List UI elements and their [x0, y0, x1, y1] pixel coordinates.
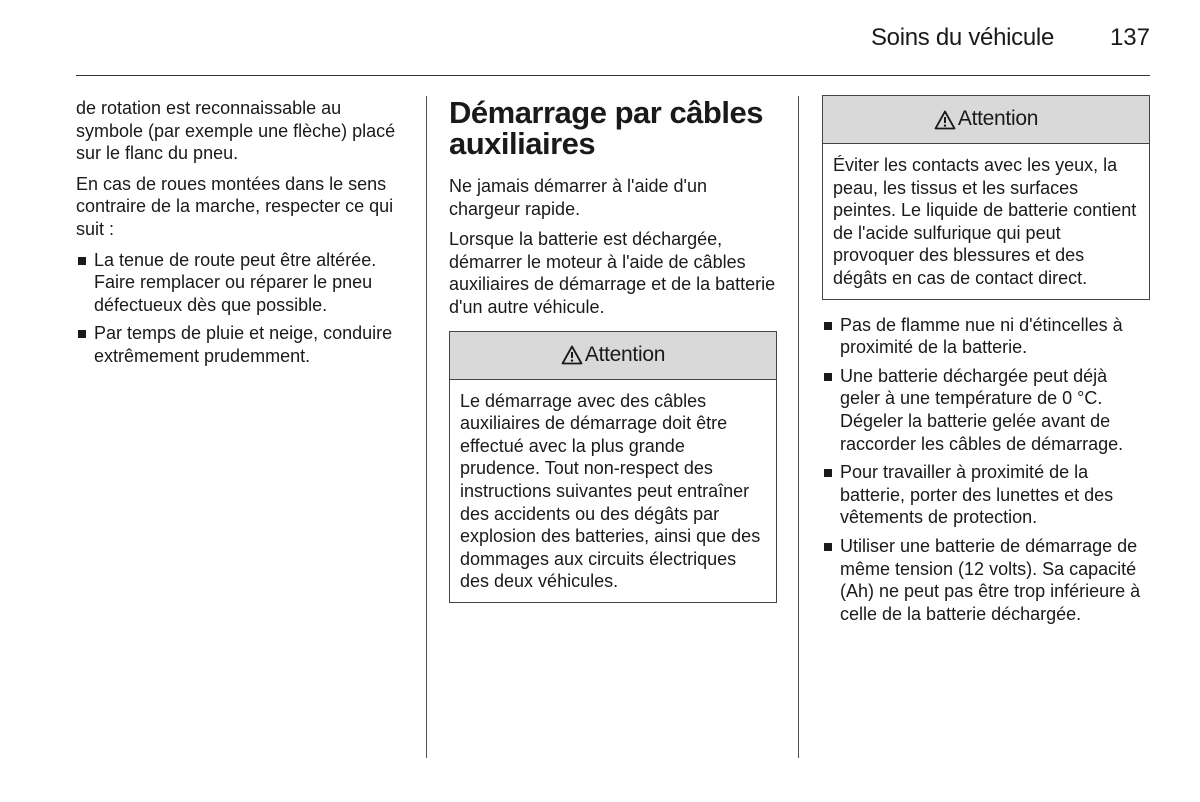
- column-divider-1: [426, 96, 427, 758]
- column-3: [822, 97, 1150, 631]
- warning-header: [450, 332, 776, 380]
- warning-box: [449, 331, 777, 603]
- bullet-list: [822, 314, 1150, 626]
- warning-triangle-icon: [561, 345, 583, 365]
- paragraph: de rotation est reconnaissable au symbole (par exemple une flèche) placé sur le flanc du pneu.: [76, 98, 396, 164]
- list-item-text: Par temps de pluie et neige, conduire extrêmement prudemment.: [94, 323, 393, 366]
- bullet-list: [76, 249, 406, 368]
- paragraph: En cas de roues montées dans le sens contraire de la marche, respecter ce qui suit :: [76, 173, 394, 239]
- square-bullet-icon: [824, 543, 832, 551]
- list-item: [76, 249, 406, 317]
- warning-label: Attention: [957, 107, 1039, 131]
- list-item: [822, 535, 1150, 625]
- section-title: Soins du véhicule: [870, 24, 1054, 51]
- warning-header: [823, 96, 1149, 144]
- list-item-text: Une batterie déchargée peut déjà geler à une température de 0 °C. Dégeler la batterie gelée avant de raccorder les câbles de démarrage.: [840, 365, 1124, 454]
- list-item: [822, 314, 1150, 359]
- list-item-text: Pour travailler à proximité de la batterie, porter des lunettes et des vêtements de protection.: [840, 462, 1114, 528]
- list-item-text: Pas de flamme nue ni d'étincelles à proximité de la batterie.: [840, 314, 1123, 358]
- list-item: [822, 365, 1150, 455]
- warning-box: [822, 95, 1150, 300]
- list-item-text: Utiliser une batterie de démarrage de même tension (12 volts). Sa capacité (Ah) ne peut pas être trop inférieure à celle de la batterie déchargée.: [840, 535, 1141, 624]
- section-heading: Démarrage par câbles auxiliaires: [449, 95, 763, 161]
- column-divider-2: [798, 96, 799, 758]
- page-number: 137: [1109, 24, 1150, 51]
- list-item: [76, 322, 406, 367]
- paragraph: Ne jamais démarrer à l'aide d'un chargeur rapide.: [449, 176, 707, 219]
- square-bullet-icon: [78, 257, 86, 265]
- header-rule: [76, 75, 1150, 76]
- warning-label: Attention: [584, 342, 666, 366]
- square-bullet-icon: [78, 330, 86, 338]
- column-2: [449, 97, 777, 603]
- column-1: [76, 97, 406, 374]
- square-bullet-icon: [824, 469, 832, 477]
- warning-text: Éviter les contacts avec les yeux, la peau, les tissus et les surfaces peintes. Le liquide de batterie contient de l'acide sulfurique qui peut provoquer des blessures et des dégâts en cas de contact direct.: [833, 155, 1137, 288]
- list-item: [822, 461, 1150, 529]
- square-bullet-icon: [824, 322, 832, 330]
- warning-triangle-icon: [934, 110, 956, 130]
- paragraph: Lorsque la batterie est déchargée, démarrer le moteur à l'aide de câbles auxiliaires de démarrage et de la batterie d'un autre véhicule.: [449, 229, 776, 317]
- square-bullet-icon: [824, 373, 832, 381]
- list-item-text: La tenue de route peut être altérée. Faire remplacer ou réparer le pneu défectueux dès que possible.: [94, 249, 377, 315]
- warning-text: Le démarrage avec des câbles auxiliaires de démarrage doit être effectué avec la plus grande prudence. Tout non-respect des instructions suivantes peut entraîner des accidents ou des dégâts par explosion des batteries, ainsi que des dommages aux circuits électriques des deux véhicules.: [460, 390, 761, 592]
